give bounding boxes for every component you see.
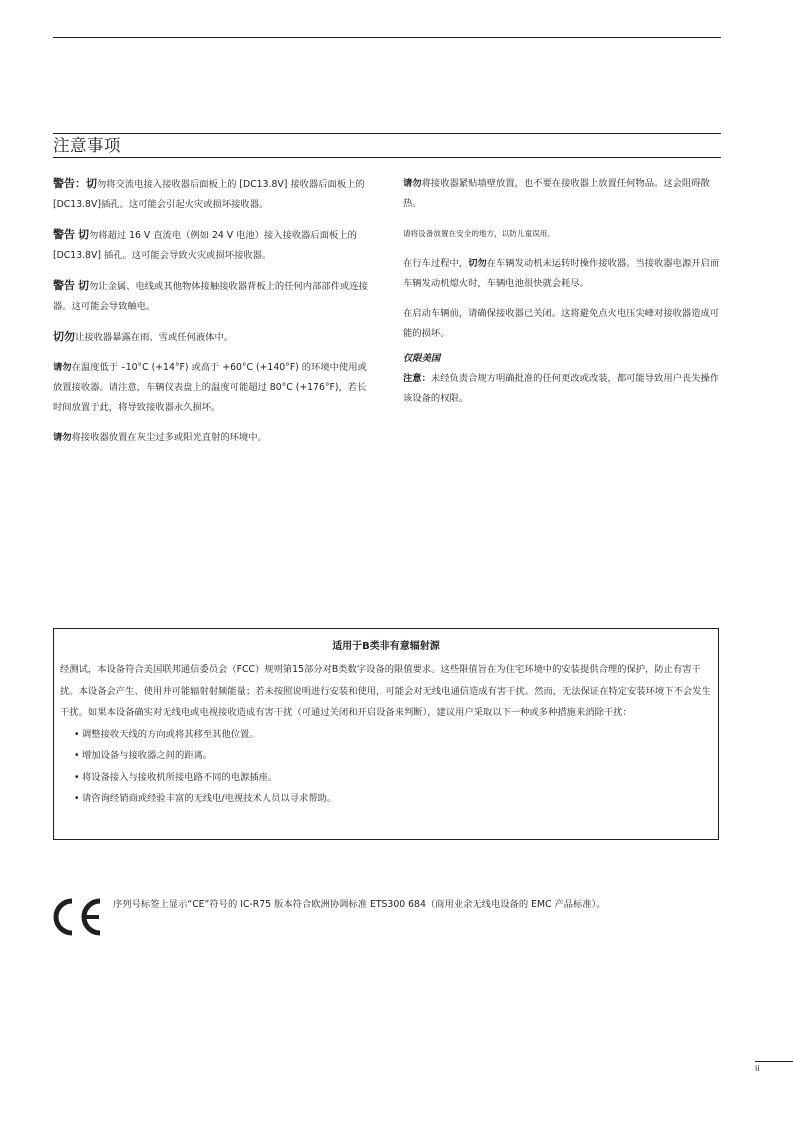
bullet: • bbox=[74, 771, 80, 783]
caution-body: 将接收器紧贴墙壁放置，也不要在接收器上放置任何物品。这会阻碍散热。 bbox=[403, 178, 710, 209]
warning-lead: 切 bbox=[77, 279, 89, 292]
caution-temperature bbox=[53, 358, 371, 418]
caution-lead: 切勿 bbox=[53, 330, 75, 343]
ce-mark-logo bbox=[53, 897, 105, 937]
caution-children: 请将设备放置在安全的地方，以防儿童误用。 bbox=[403, 229, 555, 238]
caution-body: 让接收器暴露在雨、雪或任何液体中。 bbox=[75, 332, 234, 343]
warning-body: 勿让金属、电线或其他物体接触接收器背板上的任何内部部件或连接器。这可能会导致触电。 bbox=[53, 281, 368, 312]
fcc-notice-body: 经测试，本设备符合美国联邦通信委员会（FCC）规则第15部分对B类数字设备的限值要求。这些限值旨在为住宅环境中的安装提供合理的保护，防止有害干扰。本设备会产生、使用并可能辐射射频能量；若未按照说明进行安装和使用，可能会对无线电通信造成有害干扰。然而，无法保证在特定安装环境下不会发生干扰。如果本设备确实对无线电或电视接收造成有害干扰（可通过关闭和开启设备来判断），建议用户采取以下一种或多种措施来消除干扰： bbox=[60, 664, 711, 718]
caution-dust-sunlight bbox=[53, 428, 371, 448]
bullet: • bbox=[74, 728, 80, 740]
list-item-text: 将设备接入与接收机所接电路不同的电源插座。 bbox=[82, 771, 278, 783]
note-modifications bbox=[403, 369, 721, 409]
warning-overvoltage bbox=[53, 225, 371, 266]
caution-lead: 切勿 bbox=[468, 258, 487, 269]
caution-pre: 在行车过程中， bbox=[403, 258, 469, 269]
caution-vehicle-battery bbox=[403, 254, 721, 294]
warning-lead: 切 bbox=[77, 228, 89, 241]
caution-body: 在温度低于 –10°C (+14°F) 或高于 +60°C (+140°F) 的环境中使用或放置接收器。请注意，车辆仪表盘上的温度可能超过 80°C (+176°F)，若长时间放置于此，将导致接收器永久损坏。 bbox=[53, 362, 367, 413]
caution-lead: 请勿 bbox=[403, 178, 422, 189]
list-item-text: 调整接收天线的方向或将其移至其他位置。 bbox=[82, 728, 259, 740]
warning-lead: 切 bbox=[86, 177, 97, 190]
page-number: ii bbox=[755, 1064, 760, 1073]
usa-only-heading: 仅限美国 bbox=[403, 353, 441, 364]
section-title: 注意事项 bbox=[53, 133, 721, 158]
caution-wall-placement bbox=[403, 174, 721, 214]
list-item bbox=[74, 724, 712, 746]
warning-label: 警告 bbox=[53, 228, 75, 241]
top-rule bbox=[53, 37, 721, 38]
bullet: • bbox=[74, 793, 80, 804]
fcc-measures-list bbox=[60, 724, 712, 810]
list-item bbox=[74, 745, 712, 767]
warning-body: 勿将超过 16 V 直流电（例如 24 V 电池）接入接收器后面板上的 [DC13.8V] 插孔。这可能会导致火灾或损坏接收器。 bbox=[53, 230, 357, 261]
list-item-text: 增加设备与接收器之间的距离。 bbox=[82, 750, 213, 761]
right-column bbox=[403, 174, 721, 409]
caution-lead: 请勿 bbox=[53, 362, 72, 373]
list-item bbox=[74, 788, 712, 810]
caution-liquids bbox=[53, 327, 371, 348]
note-lead: 注意： bbox=[403, 373, 431, 384]
fcc-notice-box bbox=[53, 628, 719, 840]
warning-ac-power bbox=[53, 174, 371, 215]
page-number-rule bbox=[755, 1061, 793, 1062]
note-body: 未经负责合规方明确批准的任何更改或改装，都可能导致用户丧失操作该设备的权限。 bbox=[403, 373, 720, 404]
ce-compliance-text: 序列号标签上显示“CE”符号的 IC-R75 版本符合欧洲协调标准 ETS300 684（商用业余无线电设备的 EMC 产品标准）。 bbox=[113, 899, 606, 910]
left-column bbox=[53, 174, 371, 448]
warning-body: 勿将交流电接入接收器后面板上的 [DC13.8V] 接收器后面板上的[DC13.8V]插孔。这可能会引起火灾或损坏接收器。 bbox=[53, 179, 365, 210]
caution-ignition: 在启动车辆前，请确保接收器已关闭。这将避免点火电压尖峰对接收器造成可能的损坏。 bbox=[403, 308, 720, 339]
list-item-text: 请咨询经销商或经验丰富的无线电/电视技术人员以寻求帮助。 bbox=[82, 793, 337, 804]
caution-body: 在车辆发动机未运转时操作接收器。当接收器电源开启而车辆发动机熄火时，车辆电池很快就会耗尽。 bbox=[403, 258, 720, 289]
caution-lead: 请勿 bbox=[53, 432, 72, 443]
warning-label: 警告 bbox=[53, 279, 75, 292]
fcc-notice-title: 适用于B类非有意辐射源 bbox=[332, 641, 440, 652]
warning-metal-objects bbox=[53, 276, 371, 317]
list-item bbox=[74, 767, 712, 789]
bullet: • bbox=[74, 750, 80, 761]
warning-label: 警告： bbox=[53, 177, 86, 190]
caution-body: 将接收器放置在灰尘过多或阳光直射的环境中。 bbox=[71, 432, 267, 443]
